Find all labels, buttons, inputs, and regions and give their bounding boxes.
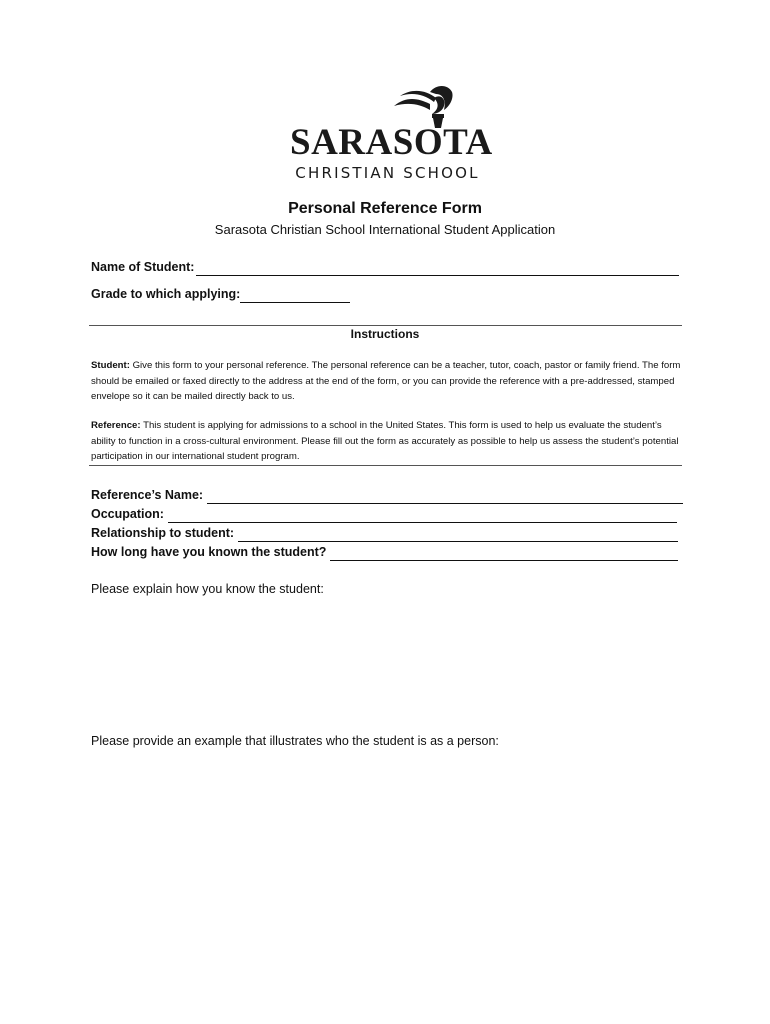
student-instructions-text: Give this form to your personal reference. The personal reference can be a teacher, tutor, coach, pastor or family friend. The form should be emailed or faxed directly to the address at the end of the form, or you can provide the reference with a pre-addressed, stamped envelope so it can be mailed directly back to us. (91, 360, 681, 403)
relationship-row (91, 524, 678, 542)
logo-wordmark: SARASOTA (290, 122, 493, 163)
form-subtitle: Sarasota Christian School International Student Application (214, 222, 556, 237)
reference-name-label: Reference’s Name: (91, 488, 204, 502)
relationship-label: Relationship to student: (91, 526, 235, 540)
school-logo (290, 84, 493, 184)
relationship-field[interactable] (238, 528, 678, 542)
occupation-field[interactable] (168, 509, 677, 523)
how-long-field[interactable] (330, 547, 678, 561)
student-name-row (91, 258, 679, 276)
example-answer-area[interactable] (91, 754, 681, 984)
reference-name-row (91, 486, 683, 504)
instructions-heading: Instructions (350, 327, 420, 341)
grade-label: Grade to which applying: (91, 287, 241, 301)
explain-question: Please explain how you know the student: (91, 582, 324, 596)
instructions-bottom-divider (89, 465, 682, 466)
occupation-row (91, 505, 677, 523)
occupation-label: Occupation: (91, 507, 164, 521)
how-long-row (91, 543, 678, 561)
reference-instructions (91, 418, 683, 465)
explain-answer-area[interactable] (91, 602, 681, 722)
reference-instructions-text: This student is applying for admissions to a school in the United States. This form is used to help us evaluate the student’s ability to function in a cross-cultural environment. Please fill out the form as accurately as possible to help us assess the student’s potential participation in our international student program. (91, 420, 679, 463)
how-long-label: How long have you known the student? (91, 545, 327, 559)
student-name-field[interactable] (196, 262, 679, 276)
reference-name-field[interactable] (207, 490, 683, 504)
example-question: Please provide an example that illustrates who the student is as a person: (91, 734, 499, 748)
form-title: Personal Reference Form (288, 200, 482, 217)
logo-tagline: CHRISTIAN SCHOOL (295, 164, 480, 182)
grade-row (91, 285, 350, 303)
student-instructions-label: Student: (91, 360, 130, 371)
grade-field[interactable] (240, 289, 350, 303)
student-instructions (91, 358, 683, 405)
reference-instructions-label: Reference: (91, 420, 141, 431)
student-name-label: Name of Student: (91, 260, 195, 274)
